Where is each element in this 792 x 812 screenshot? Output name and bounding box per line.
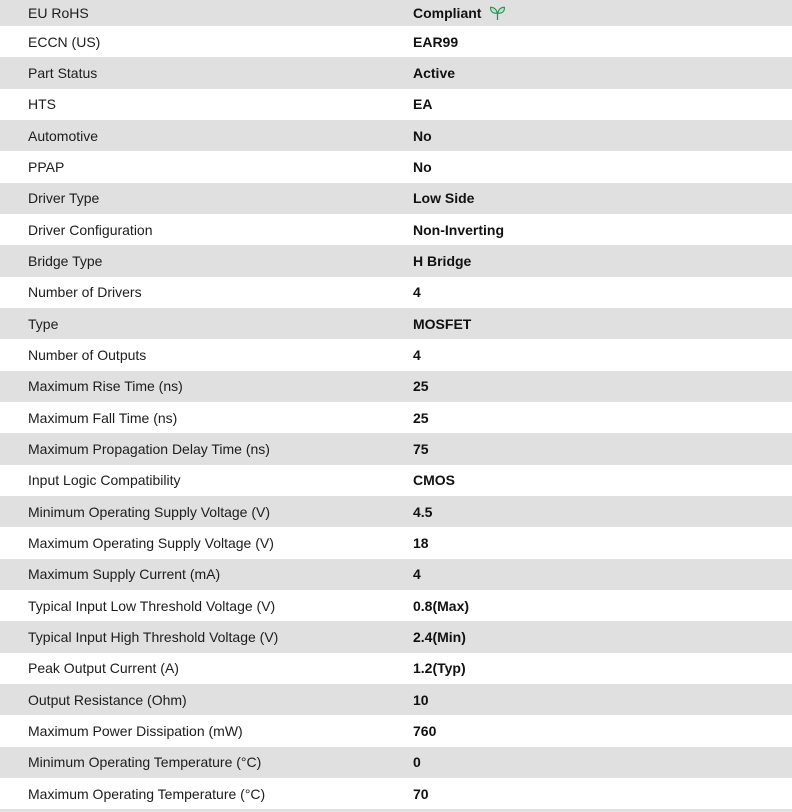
spec-value (413, 317, 471, 331)
spec-value (413, 724, 436, 738)
spec-row (0, 433, 792, 464)
spec-label: Minimum Operating Temperature (°C) (28, 754, 262, 771)
spec-value-text: 18 (413, 534, 429, 551)
spec-label: Bridge Type (28, 252, 103, 269)
spec-label: PPAP (28, 158, 65, 175)
spec-label: Driver Configuration (28, 221, 153, 238)
spec-row (0, 26, 792, 57)
spec-value-text: 4 (413, 284, 421, 301)
spec-row (0, 653, 792, 684)
spec-row (0, 57, 792, 88)
spec-row (0, 0, 792, 26)
spec-value-text: MOSFET (413, 315, 472, 332)
spec-label: Maximum Propagation Delay Time (ns) (28, 440, 270, 457)
spec-label: Maximum Fall Time (ns) (28, 409, 178, 426)
spec-label: Number of Outputs (28, 346, 147, 363)
spec-row (0, 559, 792, 590)
spec-row (0, 590, 792, 621)
spec-value (413, 411, 429, 425)
spec-label: Maximum Operating Temperature (°C) (28, 785, 266, 802)
spec-label: Maximum Supply Current (mA) (28, 566, 221, 583)
spec-value (413, 536, 429, 550)
spec-label: Typical Input Low Threshold Voltage (V) (28, 597, 276, 614)
spec-value-text: 2.4(Min) (413, 628, 466, 645)
spec-value (413, 97, 432, 111)
spec-row (0, 214, 792, 245)
spec-value (413, 567, 421, 581)
spec-row (0, 496, 792, 527)
spec-row (0, 89, 792, 120)
spec-value (413, 35, 458, 49)
spec-label: Maximum Rise Time (ns) (28, 378, 183, 395)
spec-row (0, 308, 792, 339)
spec-value (413, 630, 466, 644)
spec-row (0, 371, 792, 402)
spec-label: Part Status (28, 64, 98, 81)
spec-value (413, 66, 455, 80)
spec-label: Driver Type (28, 190, 100, 207)
spec-row (0, 277, 792, 308)
spec-label: Peak Output Current (A) (28, 660, 179, 677)
spec-value (413, 755, 421, 769)
spec-label: Typical Input High Threshold Voltage (V) (28, 628, 279, 645)
rohs-leaf-icon (489, 6, 506, 21)
spec-row (0, 183, 792, 214)
spec-label: HTS (28, 96, 56, 113)
spec-label: Minimum Operating Supply Voltage (V) (28, 503, 270, 520)
spec-value-text: 25 (413, 409, 429, 426)
spec-label: Number of Drivers (28, 284, 142, 301)
spec-row (0, 465, 792, 496)
spec-value-text: CMOS (413, 472, 455, 489)
spec-value-text: EA (413, 96, 433, 113)
spec-value (413, 661, 466, 675)
spec-value-text: 70 (413, 785, 429, 802)
spec-value (413, 442, 429, 456)
spec-value-text: EAR99 (413, 33, 459, 50)
spec-value-text: 10 (413, 691, 429, 708)
spec-value (413, 129, 432, 143)
spec-row (0, 715, 792, 746)
spec-row (0, 684, 792, 715)
spec-value (413, 285, 421, 299)
spec-value-text: 4.5 (413, 503, 433, 520)
spec-value (413, 348, 421, 362)
spec-row (0, 120, 792, 151)
spec-value (413, 693, 429, 707)
spec-row (0, 151, 792, 182)
spec-label: Input Logic Compatibility (28, 472, 181, 489)
spec-row (0, 778, 792, 809)
spec-label: Automotive (28, 127, 99, 144)
spec-value (413, 191, 474, 205)
spec-value-text: 75 (413, 440, 429, 457)
spec-value (413, 254, 471, 268)
spec-value (413, 160, 432, 174)
spec-value-text: H Bridge (413, 252, 472, 269)
spec-value-text: 25 (413, 378, 429, 395)
spec-label: Type (28, 315, 59, 332)
spec-value (413, 505, 432, 519)
spec-value-text: 4 (413, 566, 421, 583)
spec-label: Output Resistance (Ohm) (28, 691, 187, 708)
spec-value (413, 599, 469, 613)
spec-row (0, 527, 792, 558)
spec-value (413, 379, 429, 393)
spec-value-text: 0 (413, 754, 421, 771)
spec-value-text: No (413, 158, 432, 175)
spec-row (0, 621, 792, 652)
spec-value (413, 787, 429, 801)
spec-value (413, 223, 504, 237)
spec-row (0, 402, 792, 433)
spec-value-text: 1.2(Typ) (413, 660, 466, 677)
spec-value-text: Low Side (413, 190, 475, 207)
spec-row (0, 339, 792, 370)
spec-value-text: 4 (413, 346, 421, 363)
spec-label: Maximum Operating Supply Voltage (V) (28, 534, 274, 551)
spec-row (0, 747, 792, 778)
spec-label: Maximum Power Dissipation (mW) (28, 722, 243, 739)
spec-value (413, 5, 506, 21)
spec-value-text: 760 (413, 722, 437, 739)
spec-value-text: No (413, 127, 432, 144)
spec-label: ECCN (US) (28, 33, 101, 50)
spec-value-text: Active (413, 64, 456, 81)
spec-value-text: Compliant (413, 5, 482, 21)
spec-value-text: 0.8(Max) (413, 597, 470, 614)
spec-value-text: Non-Inverting (413, 221, 504, 238)
spec-label: EU RoHS (28, 5, 89, 21)
spec-row (0, 245, 792, 276)
spec-value (413, 473, 455, 487)
